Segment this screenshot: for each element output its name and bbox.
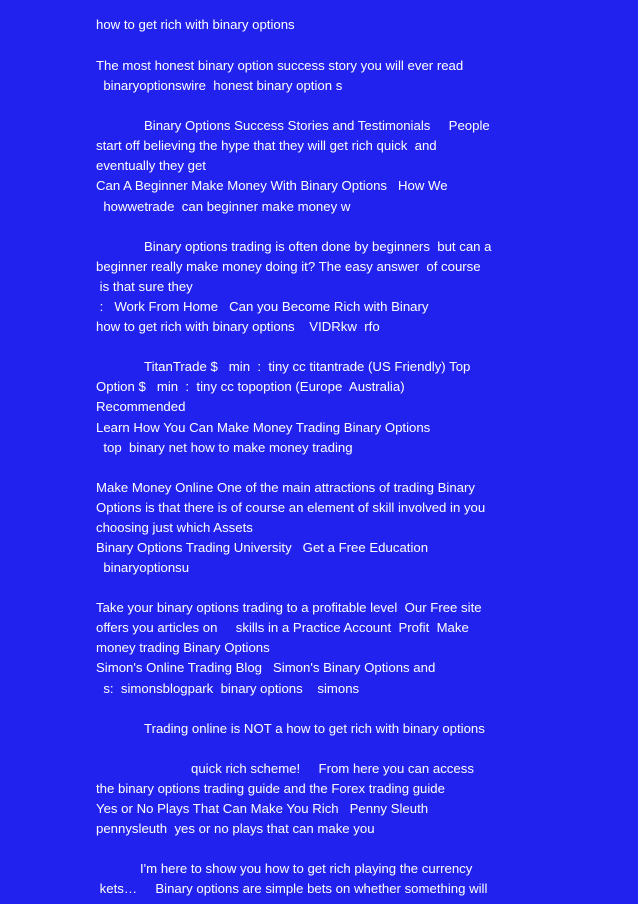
text-line: Binary Options Success Stories and Testimonials People	[144, 118, 490, 133]
text-line: binaryoptionsu	[96, 560, 190, 575]
text-line: Learn How You Can Make Money Trading Binary Options	[96, 420, 431, 435]
text-line: I'm here to show you how to get rich playing the currency	[140, 861, 473, 876]
text-line: kets… Binary options are simple bets on whether something will	[96, 881, 488, 896]
text-line: : Work From Home Can you Become Rich with Binary	[96, 299, 429, 314]
text-line: start off believing the hype that they will get rich quick and	[96, 138, 437, 153]
text-line: Recommended	[96, 399, 186, 414]
text-line: the binary options trading guide and the Forex trading guide	[96, 781, 445, 796]
text-line: The most honest binary option success story you will ever read	[96, 58, 464, 73]
text-line: s: simonsblogpark binary options simons	[96, 681, 360, 696]
text-line: TitanTrade $ min : tiny cc titantrade (US Friendly) Top	[144, 359, 471, 374]
text-line: offers you articles on skills in a Practice Account Profit Make	[96, 620, 469, 635]
text-line: beginner really make money doing it? The easy answer of course	[96, 259, 481, 274]
text-line: Binary Options Trading University Get a Free Education	[96, 540, 429, 555]
text-line: Make Money Online One of the main attractions of trading Binary	[96, 480, 475, 495]
text-line: eventually they get	[96, 158, 206, 173]
text-line: howwetrade can beginner make money w	[96, 199, 351, 214]
text-line: choosing just which Assets	[96, 520, 253, 535]
text-line: Trading online is NOT a how to get rich with binary options	[144, 721, 485, 736]
text-line: money trading Binary Options	[96, 640, 270, 655]
text-line: how to get rich with binary options VIDRkw rfo	[96, 319, 380, 334]
text-line: quick rich scheme! From here you can access	[191, 761, 474, 776]
text-line: top binary net how to make money trading	[96, 440, 353, 455]
text-line: Yes or No Plays That Can Make You Rich Penny Sleuth	[96, 801, 429, 816]
text-line: Can A Beginner Make Money With Binary Options How We	[96, 178, 448, 193]
text-line: pennysleuth yes or no plays that can make you	[96, 821, 375, 836]
text-line: Simon's Online Trading Blog Simon's Binary Options and	[96, 660, 436, 675]
text-line: Options is that there is of course an element of skill involved in you	[96, 500, 486, 515]
text-line: is that sure they	[96, 279, 193, 294]
text-line: binaryoptionswire honest binary option s	[96, 78, 343, 93]
text-line: Binary options trading is often done by beginners but can a	[144, 239, 492, 254]
text-line: Option $ min : tiny cc topoption (Europe Australia)	[96, 379, 405, 394]
text-line: how to get rich with binary options	[96, 17, 295, 32]
text-line: Take your binary options trading to a profitable level Our Free site	[96, 600, 482, 615]
